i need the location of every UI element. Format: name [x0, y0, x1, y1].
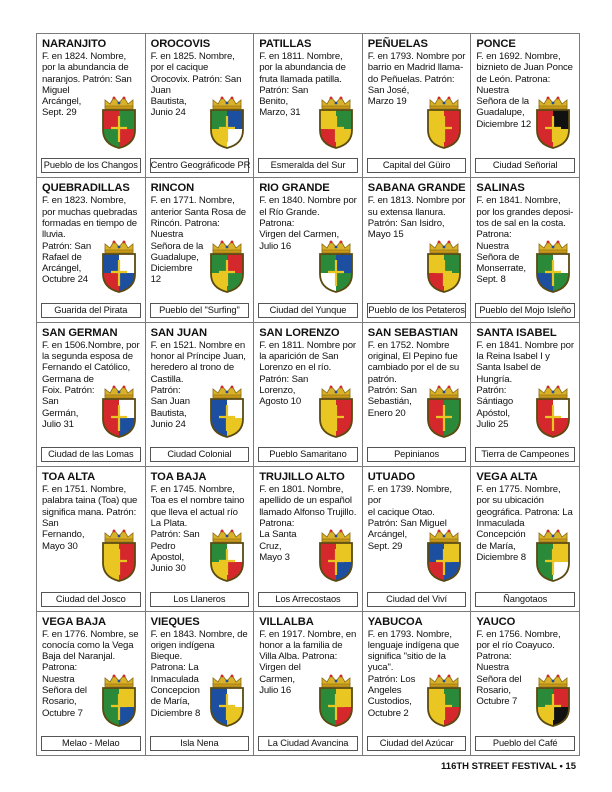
town-nickname: Tierra de Campeones [475, 447, 575, 462]
town-name: TOA BAJA [150, 471, 207, 484]
town-nickname: Ciudad del Josco [41, 592, 141, 607]
town-description: F. en 1825. Nombre, por el cacique Orocovix. Patrón: San Juan Bautista, Junio 24 [150, 51, 242, 119]
town-name: VEGA ALTA [476, 471, 538, 484]
town-nickname: Pueblo del Mojo Isleño [475, 303, 575, 318]
town-name: SALINAS [476, 182, 525, 195]
town-card-vega-alta [471, 467, 580, 611]
town-nickname: La Ciudad Avancina [258, 736, 358, 751]
coat-of-arms-icon [533, 383, 573, 439]
town-card-rincon [146, 178, 255, 322]
town-name: SABANA GRANDE [367, 182, 466, 195]
town-name: SAN JUAN [150, 326, 207, 339]
coat-of-arms-icon [533, 527, 573, 583]
town-name: TOA ALTA [42, 471, 96, 484]
town-nickname: Los Llaneros [150, 592, 250, 607]
coat-of-arms-icon [316, 238, 356, 294]
town-card-vega-baja [37, 612, 146, 756]
town-description: F. en 1801. Nombre, apellido de un español llamado Alfonso Trujillo. Patrona: La Santa Cruz, Mayo 3 [259, 484, 357, 563]
town-name: VILLALBA [259, 615, 314, 628]
town-description: F. en 1793. Nombre por barrio en Madrid llama- do Peñuelas. Patrón: San José, Marzo 19 [367, 51, 466, 108]
coat-of-arms-icon [424, 238, 464, 294]
town-nickname: Pepinianos [367, 447, 467, 462]
town-name: UTUADO [367, 471, 416, 484]
town-card-toa-alta [37, 467, 146, 611]
town-card-san-lorenzo [254, 323, 363, 467]
town-name: SAN LORENZO [259, 326, 340, 339]
page-footer: 116TH STREET FESTIVAL • 15 [441, 761, 576, 772]
town-name: PONCE [476, 38, 516, 50]
town-card-penuelas [363, 34, 472, 178]
town-nickname: Ciudad Señorial [475, 158, 575, 173]
town-name: NARANJITO [42, 38, 107, 50]
town-description: F. en 1813. Nombre por su extensa llanura. Patrón: San Isidro, Mayo 15 [367, 195, 466, 241]
coat-of-arms-icon [207, 383, 247, 439]
town-name: PATILLAS [259, 38, 312, 50]
town-description: F. en 1692. Nombre, biznieto de Juan Ponce de León. Patrona: Nuestra Señora de la Guadalupe, Diciembre 12 [476, 51, 573, 130]
coat-of-arms-icon [99, 94, 139, 150]
town-card-san-german [37, 323, 146, 467]
coat-of-arms-icon [533, 238, 573, 294]
town-nickname: Ciudad del Azúcar [367, 736, 467, 751]
town-description: F. en 1739. Nombre, por el cacique Otao. Patrón: San Miguel Arcángel, Sept. 29 [367, 484, 452, 552]
town-card-villalba [254, 612, 363, 756]
town-nickname: Capital del Güiro [367, 158, 467, 173]
coat-of-arms-icon [533, 94, 573, 150]
town-description: F. en 1824. Nombre, por la abundancia de naranjos. Patrón: San Miguel Arcángel, Sept. 29 [42, 51, 132, 119]
town-description: F. en 1752. Nombre original, El Pepino fue cambiado por el de su patrón. Patrón: San Sebastián, Enero 20 [367, 339, 460, 419]
coat-of-arms-icon [207, 94, 247, 150]
town-card-san-sebastian [363, 323, 472, 467]
town-nickname: Ciudad del Viví [367, 592, 467, 607]
town-card-orocovis [146, 34, 255, 178]
town-card-utuado [363, 467, 472, 611]
town-description: F. en 1840. Nombre por el Río Grande. Patrona: Virgen del Carmen, Julio 16 [259, 195, 357, 252]
coat-of-arms-icon [424, 383, 464, 439]
town-nickname: Ciudad del Yunque [258, 303, 358, 318]
town-card-san-juan [146, 323, 255, 467]
town-card-yabucoa [363, 612, 472, 756]
town-name: SAN SEBASTIAN [367, 326, 458, 339]
town-description: F. en 1751. Nombre, palabra taina (Toa) que significa mana. Patrón: San Fernando, Mayo 30 [42, 484, 138, 552]
coat-of-arms-icon [207, 527, 247, 583]
coat-of-arms-icon [533, 672, 573, 728]
town-description: F. en 1745. Nombre, Toa es el nombre taino que lleva el actual río La Plata. Patrón: San Pedro Apostol, Junio 30 [150, 484, 245, 575]
town-name: SANTA ISABEL [476, 326, 557, 339]
town-name: PEÑUELAS [367, 38, 428, 50]
town-name: TRUJILLO ALTO [259, 471, 345, 484]
town-nickname: Pueblo del Café [475, 736, 575, 751]
coat-of-arms-icon [207, 672, 247, 728]
town-nickname: Melao - Melao [41, 736, 141, 751]
town-description: F. en 1843. Nombre, de origen indígena Bieque. Patrona: La Inmaculada Concepcion de María, Diciembre 8 [150, 628, 248, 719]
town-card-vieques [146, 612, 255, 756]
town-description: F. en 1793. Nombre, lenguaje indígena que significa "sitio de la yuca". Patrón: Los Angeles Custodios, Octubre 2 [367, 628, 460, 719]
town-name: RIO GRANDE [259, 182, 330, 195]
coat-of-arms-icon [316, 672, 356, 728]
coat-of-arms-icon [99, 527, 139, 583]
coat-of-arms-icon [99, 672, 139, 728]
town-card-salinas [471, 178, 580, 322]
town-nickname: Pueblo de los Changos [41, 158, 141, 173]
town-card-yauco [471, 612, 580, 756]
town-card-trujillo-alto [254, 467, 363, 611]
town-description: F. en 1841. Nombre por la Reina Isabel I y Santa Isabel de Hungría. Patrón: Sántiago Apóstol, Julio 25 [476, 339, 574, 430]
town-name: RINCON [150, 182, 195, 195]
town-nickname: Ciudad de las Lomas [41, 447, 141, 462]
town-nickname: Pueblo de los Petateros [367, 303, 467, 318]
town-description: F. en 1823. Nombre, por muchas quebradas formadas en tiempo de lluvia. Patrón: San Rafael de Arcángel, Octubre 24 [42, 195, 138, 286]
coat-of-arms-icon [424, 94, 464, 150]
town-name: YABUCOA [367, 615, 423, 628]
coat-of-arms-icon [316, 527, 356, 583]
town-card-naranjito [37, 34, 146, 178]
town-description: F. en 1521. Nombre en honor al Príncipe Juan, heredero al trono de Castilla. Patrón: San Juan Bautista, Junio 24 [150, 339, 246, 430]
town-description: F. en 1756. Nombre, por el río Coayuco. Patrona: Nuestra Señora del Rosario, Octubre 7 [476, 628, 561, 708]
coat-of-arms-icon [99, 383, 139, 439]
town-nickname: Centro Geográficode PR [150, 158, 250, 173]
town-card-rio-grande [254, 178, 363, 322]
town-description: F. en 1506.Nombre, por la segunda esposa de Fernando el Católico, Germana de Foix. Patrón: San Germán, Julio 31 [42, 339, 140, 430]
town-nickname: Pueblo del "Surfing" [150, 303, 250, 318]
coat-of-arms-icon [207, 238, 247, 294]
town-nickname: Pueblo Samaritano [258, 447, 358, 462]
town-name: OROCOVIS [150, 38, 211, 50]
town-nickname: Isla Nena [150, 736, 250, 751]
towns-grid [36, 33, 580, 756]
coat-of-arms-icon [99, 238, 139, 294]
town-description: F. en 1811. Nombre por la aparición de San Lorenzo en el río. Patrón: San Lorenzo, Agosto 10 [259, 339, 356, 408]
town-nickname: Ciudad Colonial [150, 447, 250, 462]
town-description: F. en 1811. Nombre, por la abundancia de fruta llamada patilla. Patrón: San Benito, Marzo, 31 [259, 51, 346, 119]
town-card-sabana-grande [363, 178, 472, 322]
town-description: F. en 1775. Nombre, por su ubicación geográfica. Patrona: La Inmaculada Concepción de María, Diciembre 8 [476, 484, 573, 563]
town-name: QUEBRADILLAS [42, 182, 130, 195]
town-description: F. en 1917. Nombre, en honor a la familia de Villa Alba. Patrona: Virgen del Carmen, Julio 16 [259, 628, 357, 697]
town-card-quebradillas [37, 178, 146, 322]
coat-of-arms-icon [316, 94, 356, 150]
coat-of-arms-icon [424, 672, 464, 728]
town-nickname: Ñangotaos [475, 592, 575, 607]
town-nickname: Esmeralda del Sur [258, 158, 358, 173]
town-name: YAUCO [476, 615, 516, 628]
town-nickname: Guarida del Pirata [41, 303, 141, 318]
town-card-ponce [471, 34, 580, 178]
town-card-toa-baja [146, 467, 255, 611]
town-description: F. en 1776. Nombre, se conocía como la Vega Baja del Naranjal. Patrona: Nuestra Señora del Rosario, Octubre 7 [42, 628, 139, 719]
town-name: VEGA BAJA [42, 615, 106, 628]
town-nickname: Los Arrecostaos [258, 592, 358, 607]
town-card-santa-isabel [471, 323, 580, 467]
coat-of-arms-icon [316, 383, 356, 439]
town-card-patillas [254, 34, 363, 178]
town-description: F. en 1841. Nombre, por los grandes deposi- tos de sal en la costa. Patrona: Nuestra Señora de Monserrate, Sept. 8 [476, 195, 574, 286]
town-description: F. en 1771. Nombre, anterior Santa Rosa de Rincón. Patrona: Nuestra Señora de la Guadalupe, Diciembre 12 [150, 195, 246, 286]
coat-of-arms-icon [424, 527, 464, 583]
town-name: SAN GERMAN [42, 326, 118, 339]
town-name: VIEQUES [150, 615, 200, 628]
